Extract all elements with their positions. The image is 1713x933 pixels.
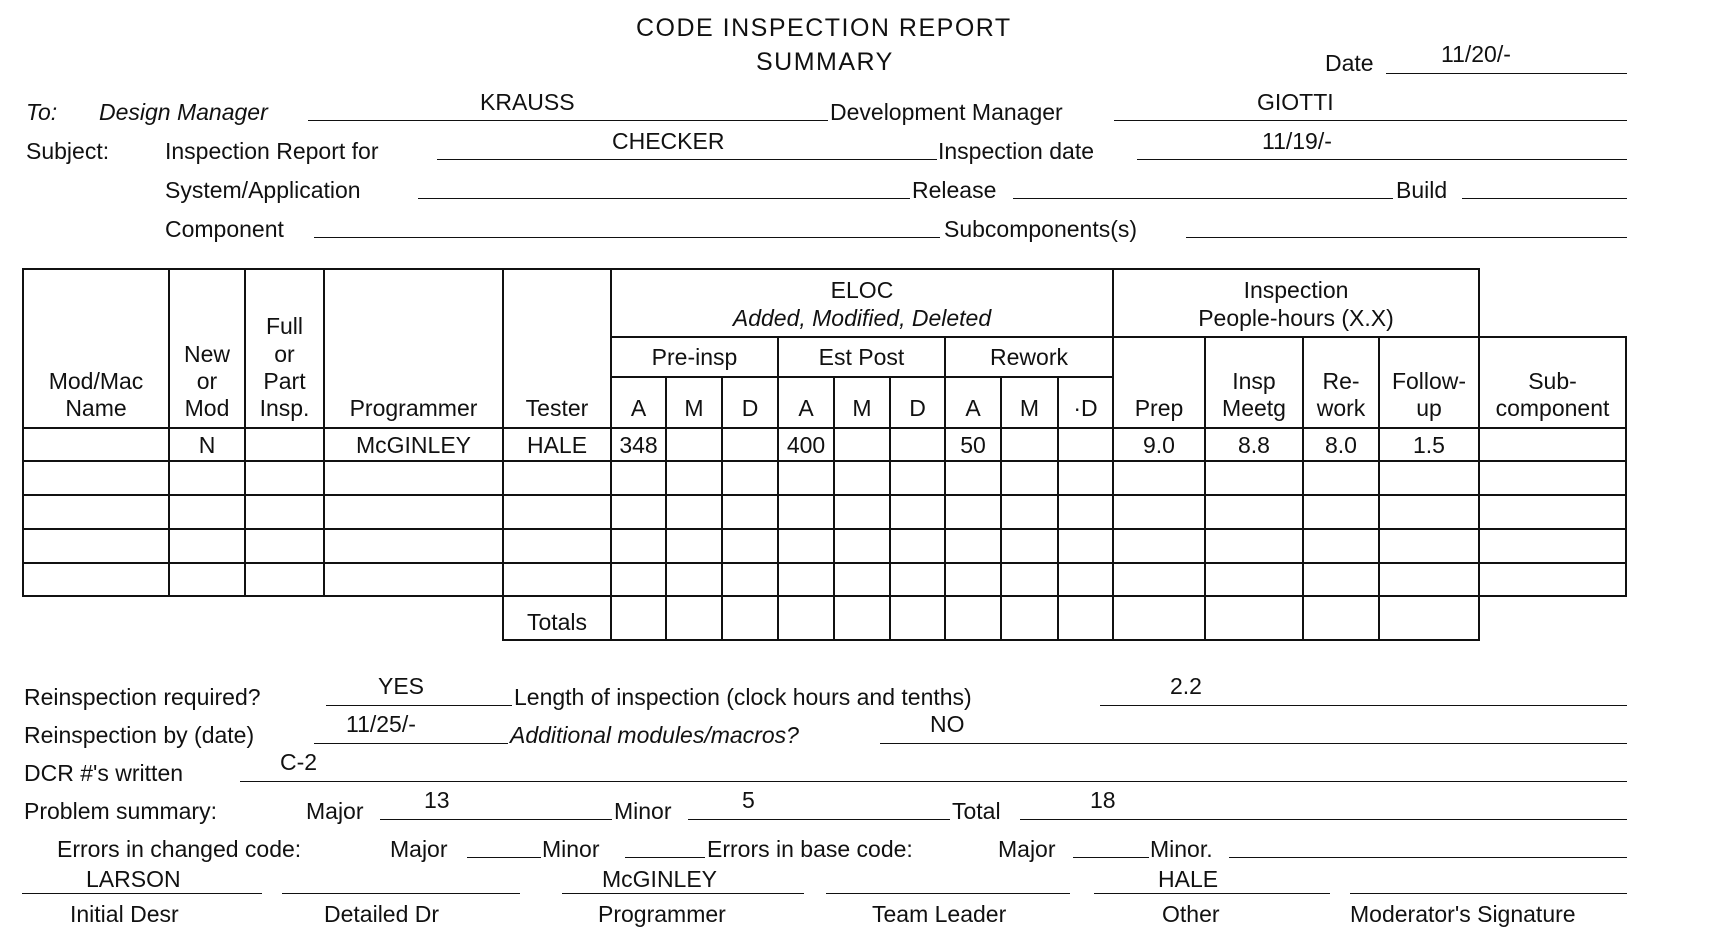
est-d-header: D: [909, 395, 926, 421]
new-header-1: New: [183, 341, 230, 367]
dcr-line: [240, 781, 1627, 782]
full-header-4: Insp.: [259, 395, 310, 421]
errors-changed-label: Errors in changed code:: [57, 836, 302, 862]
row-rule-3: [22, 528, 1627, 530]
follow-up-header-1: Follow-: [1391, 368, 1467, 394]
subject-label: Subject:: [26, 138, 110, 164]
mod-mac-header-2: Name: [65, 395, 127, 421]
problem-total-value[interactable]: 18: [1090, 787, 1116, 813]
tester-header: Tester: [525, 395, 589, 421]
errors-changed-major-label: Major: [390, 836, 448, 862]
follow-up-header-2: up: [1416, 395, 1442, 421]
rework-hours-header-2: work: [1316, 395, 1366, 421]
inspection-report-label: Inspection Report for: [165, 138, 379, 164]
vline-left: [22, 268, 24, 597]
row1-pre-insp-a[interactable]: 348: [619, 432, 658, 458]
build-label: Build: [1396, 177, 1448, 203]
programmer-line: [562, 893, 804, 894]
programmer-header: Programmer: [349, 395, 478, 421]
reinspection-required-line: [326, 705, 512, 706]
reinspection-required-value[interactable]: YES: [378, 673, 425, 699]
est-a-header: A: [798, 395, 814, 421]
date-value[interactable]: 11/20/-: [1441, 41, 1511, 67]
problem-total-label: Total: [952, 798, 1001, 824]
mod-mac-header-1: Mod/Mac: [48, 368, 144, 394]
totals-label: Totals: [526, 609, 588, 635]
inspection-report-line: [437, 159, 937, 160]
reinspection-by-label: Reinspection by (date): [24, 722, 255, 748]
development-manager-label: Development Manager: [830, 99, 1063, 125]
eloc-subheader: Added, Modified, Deleted: [732, 305, 992, 331]
insp-meetg-header-2: Meetg: [1222, 395, 1286, 421]
vline-right: [1625, 336, 1627, 597]
initial-desr-signature[interactable]: LARSON: [86, 866, 181, 892]
errors-base-label: Errors in base code:: [707, 836, 913, 862]
inspection-date-value[interactable]: 11/19/-: [1262, 128, 1332, 154]
pre-insp-header: Pre-insp: [651, 344, 738, 370]
row1-prep[interactable]: 9.0: [1143, 432, 1175, 458]
other-line: [1094, 893, 1330, 894]
release-line: [1013, 198, 1393, 199]
problem-major-value[interactable]: 13: [424, 787, 450, 813]
length-line: [1100, 705, 1627, 706]
row-rule-4: [22, 562, 1627, 564]
inspection-report-value[interactable]: CHECKER: [612, 128, 725, 154]
report-title: CODE INSPECTION REPORT: [636, 14, 1012, 42]
rw-a-header: A: [965, 395, 981, 421]
reinspection-required-label: Reinspection required?: [24, 684, 261, 710]
row-rule-1: [22, 460, 1627, 462]
errors-base-major-label: Major: [998, 836, 1056, 862]
initial-desr-label: Initial Desr: [70, 901, 179, 927]
other-label: Other: [1162, 901, 1220, 927]
problem-minor-line: [688, 819, 950, 820]
problem-minor-label: Minor: [614, 798, 672, 824]
new-header-3: Mod: [184, 395, 230, 421]
errors-changed-major-line: [467, 857, 541, 858]
problem-total-line: [1020, 819, 1627, 820]
reinspection-by-line: [314, 743, 508, 744]
eloc-header: ELOC: [830, 277, 894, 303]
vline-follow: [1478, 268, 1480, 641]
row1-programmer[interactable]: McGINLEY: [355, 432, 472, 458]
pre-d-header: D: [741, 395, 759, 421]
row1-tester[interactable]: HALE: [526, 432, 588, 458]
subcomponents-line: [1186, 237, 1627, 238]
row1-insp-meetg[interactable]: 8.8: [1238, 432, 1270, 458]
moderator-signature-label: Moderator's Signature: [1350, 901, 1576, 927]
problem-major-label: Major: [306, 798, 364, 824]
problem-minor-value[interactable]: 5: [742, 787, 755, 813]
programmer-signature[interactable]: McGINLEY: [602, 866, 718, 892]
rework-hours-header-1: Re-: [1322, 368, 1360, 394]
design-manager-label: Design Manager: [99, 99, 268, 125]
inspection-header-2: People-hours (X.X): [1198, 305, 1394, 331]
other-signature[interactable]: HALE: [1158, 866, 1219, 892]
inspection-date-label: Inspection date: [938, 138, 1095, 164]
new-header-2: or: [196, 368, 218, 394]
component-line: [314, 237, 940, 238]
system-application-label: System/Application: [165, 177, 361, 203]
release-label: Release: [912, 177, 997, 203]
team-leader-label: Team Leader: [872, 901, 1007, 927]
errors-base-minor-label: Minor.: [1150, 836, 1213, 862]
vline-est-d: [944, 336, 946, 641]
initial-desr-line: [22, 893, 262, 894]
system-application-line: [418, 198, 910, 199]
detailed-dr-label: Detailed Dr: [324, 901, 440, 927]
table-top-rule: [22, 268, 1480, 270]
row1-est-post-a[interactable]: 400: [786, 432, 826, 458]
est-post-header: Est Post: [818, 344, 905, 370]
date-line: [1386, 73, 1627, 74]
subcomponent-top-rule: [1480, 336, 1627, 338]
additional-modules-line: [880, 743, 1627, 744]
report-subtitle: SUMMARY: [756, 48, 894, 76]
row1-new-or-mod[interactable]: N: [198, 432, 216, 458]
subcomponents-label: Subcomponents(s): [944, 216, 1138, 242]
pre-a-header: A: [630, 395, 647, 421]
design-manager-line: [308, 120, 828, 121]
additional-modules-value[interactable]: NO: [930, 711, 965, 737]
ama-subheader-rule: [610, 376, 1113, 378]
full-header-1: Full: [265, 313, 304, 339]
row-rule-5: [22, 595, 1627, 597]
errors-base-major-line: [1073, 857, 1149, 858]
totals-bottom-rule: [502, 639, 1478, 641]
problem-summary-label: Problem summary:: [24, 798, 217, 824]
development-manager-value[interactable]: GIOTTI: [1257, 89, 1334, 115]
prep-header: Prep: [1134, 395, 1184, 421]
vline-pre-d: [777, 336, 779, 641]
build-line: [1462, 198, 1627, 199]
reinspection-by-value[interactable]: 11/25/-: [346, 711, 416, 737]
inspection-header-1: Inspection: [1243, 277, 1349, 303]
additional-modules-label: Additional modules/macros?: [510, 722, 799, 748]
length-value[interactable]: 2.2: [1170, 673, 1202, 699]
dcr-value[interactable]: C-2: [280, 749, 318, 775]
pre-m-header: M: [684, 395, 704, 421]
row1-follow-up[interactable]: 1.5: [1413, 432, 1445, 458]
programmer-label: Programmer: [598, 901, 726, 927]
header-bottom-rule: [22, 427, 1627, 429]
insp-meetg-header-1: Insp: [1232, 368, 1276, 394]
detailed-dr-line: [282, 893, 520, 894]
row-rule-2: [22, 494, 1627, 496]
errors-changed-minor-label: Minor: [542, 836, 600, 862]
spacer: [1480, 266, 1482, 336]
eloc-subheader-rule: [610, 336, 1627, 338]
rw-m-header: M: [1019, 395, 1040, 421]
inspection-date-line: [1137, 159, 1627, 160]
date-label: Date: [1325, 50, 1374, 76]
development-manager-line: [1114, 120, 1627, 121]
length-label: Length of inspection (clock hours and tenths): [514, 684, 972, 710]
team-leader-line: [826, 893, 1070, 894]
full-header-3: Part: [263, 368, 306, 394]
design-manager-value[interactable]: KRAUSS: [480, 89, 575, 115]
est-m-header: M: [852, 395, 872, 421]
component-label: Component: [165, 216, 284, 242]
moderator-line: [1350, 893, 1627, 894]
subcomponent-header-1: Sub-: [1528, 368, 1577, 394]
subcomponent-header-2: component: [1495, 395, 1610, 421]
row1-rework-hours[interactable]: 8.0: [1325, 432, 1357, 458]
dcr-label: DCR #'s written: [24, 760, 184, 786]
full-header-2: or: [274, 341, 295, 367]
row1-rework-a[interactable]: 50: [960, 432, 986, 458]
problem-major-line: [380, 819, 612, 820]
rw-d-header: ·D: [1073, 395, 1098, 421]
errors-base-minor-line: [1229, 857, 1627, 858]
to-label: To:: [26, 99, 58, 125]
errors-changed-minor-line: [625, 857, 705, 858]
rework-eloc-header: Rework: [990, 344, 1068, 370]
